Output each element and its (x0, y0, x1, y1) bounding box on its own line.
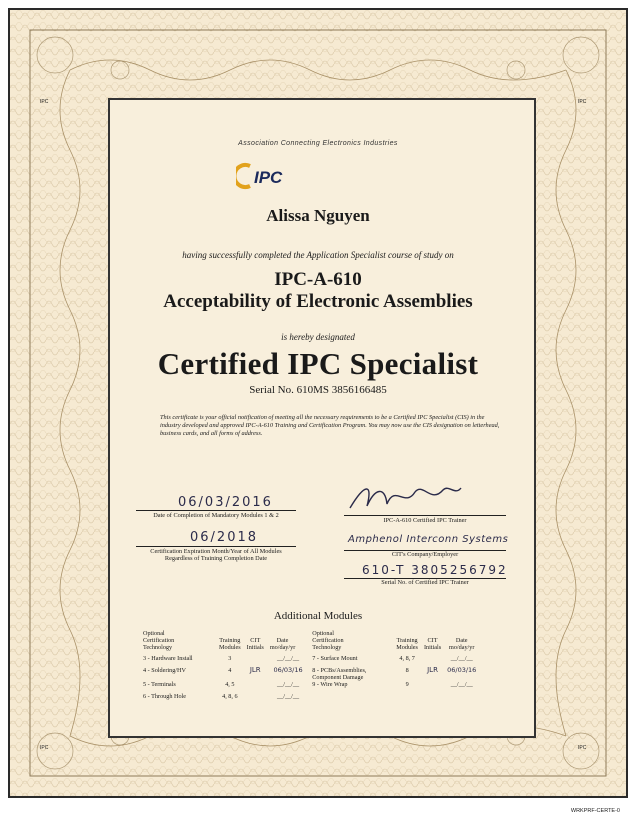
certificate-sheet (8, 8, 628, 798)
table-row: 3 - Hardware Install 3 __/__/__ 7 - Surface Mount 4, 8, 7 __/__/__ (143, 654, 473, 662)
corner-seal-text: IPC (40, 99, 49, 105)
corner-seal-text: IPC (578, 99, 587, 105)
corner-seal-bottom-right (578, 736, 586, 754)
header-date-right: Date mo/day/yr (449, 637, 475, 652)
corner-seal-bottom-left (40, 736, 48, 754)
trainer-label: IPC-A-610 Certified IPC Trainer (383, 517, 467, 524)
additional-modules-title: Additional Modules (273, 610, 363, 622)
header-tech-right: Optional Certification Technology (312, 630, 344, 652)
additional-modules-table (140, 630, 479, 705)
company-handwritten: Amphenol Interconn Systems (348, 534, 509, 545)
table-row: 6 - Through Hole 4, 8, 6 __/__/__ (143, 692, 300, 700)
corner-seal-top-left (40, 90, 48, 108)
association-tagline: Association Connecting Electronics Industries (238, 140, 398, 147)
certification-title: Certified IPC Specialist (157, 346, 479, 381)
course-code: IPC-A-610 (274, 269, 362, 290)
expiration-date-label: Certification Expiration Month/Year of All Modules Regardless of Training Completion Date (150, 548, 282, 562)
recipient-name: Alissa Nguyen (266, 206, 370, 225)
table-row: 5 - Terminals 4, 5 __/__/__ 9 - Wire Wrap 9 __/__/__ (143, 680, 473, 688)
header-initials-right: CIT Initials (423, 637, 442, 652)
ipc-logo (236, 162, 316, 190)
corner-seal-text: IPC (578, 745, 587, 751)
completion-date-line (136, 510, 296, 511)
trainer-signature (345, 478, 465, 516)
header-date: Date mo/day/yr (269, 637, 296, 652)
company-label: CIT's Company/Employer (391, 551, 459, 558)
header-tech: Optional Certification Technology (143, 630, 175, 652)
header-modules-right: Training Modules (396, 637, 418, 652)
footer-form-code: WRKPRF-CERTE-0 (570, 808, 620, 814)
corner-seal-top-right (578, 90, 586, 108)
course-title-block (10, 269, 626, 313)
trainer-signature-line (344, 515, 506, 516)
header-initials: CIT Initials (246, 637, 264, 652)
notification-paragraph: This certificate is your official notification of meeting all the necessary requirements to be a Certified IPC Specialist (CIS) in the industry developed and approved IPC-A-610 Training and Certification Program. You may now use the CIS designation on letterhead, business cards, and all forms of address. (160, 414, 500, 437)
expiration-date-handwritten: 06/2018 (190, 530, 259, 545)
completion-statement: having successfully completed the Application Specialist course of study on (182, 250, 454, 260)
expiration-date-line (136, 546, 296, 547)
modules-header-row (140, 630, 479, 655)
completion-date-label: Date of Completion of Mandatory Modules 1 & 2 (153, 512, 279, 519)
course-title: Acceptability of Electronic Assemblies (163, 291, 473, 312)
completion-date-handwritten: 06/03/2016 (178, 495, 273, 510)
corner-seal-text: IPC (40, 745, 49, 751)
table-row: 4 - Soldering/HV 4 JLR 06/03/16 8 - PCBs/Assemblies, Component Damage 8 JLR 06/03/16 (143, 665, 477, 681)
serial-number: Serial No. 610MS 3856166485 (249, 384, 387, 396)
ipc-logo-text: IPC (254, 168, 283, 187)
header-modules: Training Modules (219, 637, 241, 652)
trainer-serial-handwritten: 610-T 3805256792 (362, 563, 508, 577)
designation-statement: is hereby designated (281, 332, 355, 342)
trainer-serial-label: Serial No. of Certified IPC Trainer (381, 579, 469, 586)
